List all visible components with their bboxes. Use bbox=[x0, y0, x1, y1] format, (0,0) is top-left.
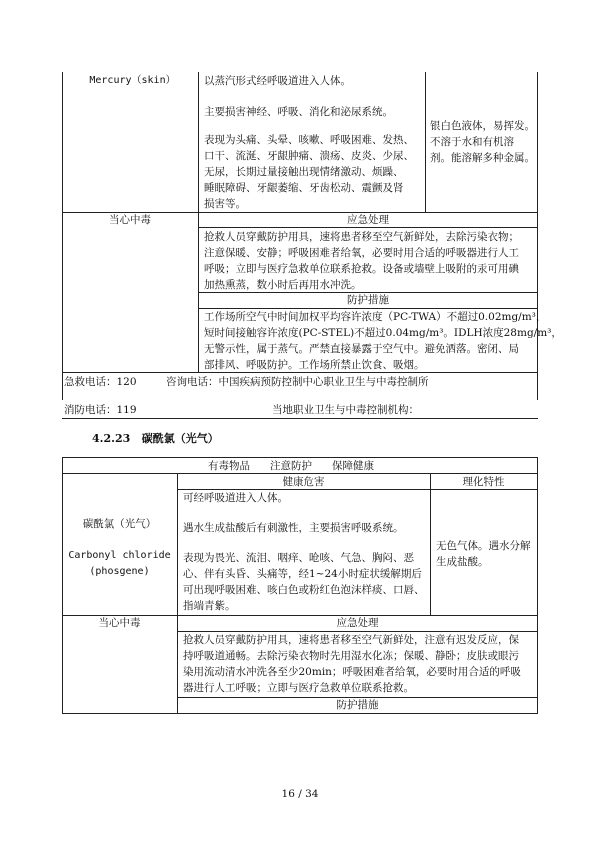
health-hazard-text: 可出现呼吸困难、咳白色或粉红色泡沫样痰、口唇、 bbox=[183, 584, 425, 596]
table2-border-left bbox=[62, 457, 63, 714]
protection-header: 防护措施 bbox=[347, 294, 389, 306]
health-hazard-text: 表现为头痛、头晕、咳嗽、呼吸困难、发热、 bbox=[204, 134, 414, 146]
properties-text: 无色气体。遇水分解 bbox=[436, 540, 531, 552]
health-hazard-text: 以蒸汽形式经呼吸道进入人体。 bbox=[204, 75, 351, 87]
health-hazard-text: 主要损害神经、呼吸、消化和泌尿系统。 bbox=[204, 106, 393, 118]
table2-border-right bbox=[537, 457, 538, 714]
alert-label: 当心中毒 bbox=[109, 214, 151, 226]
table2-divider-props bbox=[430, 473, 431, 615]
first-aid-header: 应急处理 bbox=[336, 617, 379, 629]
first-aid-header: 应急处理 bbox=[347, 214, 389, 226]
protection-text: 部排风、呼吸防护。工作场所禁止饮食、吸烟。 bbox=[204, 359, 425, 371]
local-agency: 当地职业卫生与中毒控制机构： bbox=[272, 404, 419, 416]
first-aid-text: 加热熏蒸，数小时后再用水冲洗。 bbox=[204, 279, 362, 291]
first-aid-text: 染用流动清水冲洗各至少20min；呼吸困难者给氧，必要时用合适的呼吸 bbox=[183, 666, 521, 678]
table1-bottom-line bbox=[62, 418, 538, 419]
health-hazard-text: 无尿，长期过量接触出现情绪激动、烦躁、 bbox=[204, 166, 404, 178]
first-aid-text: 注意保暖、安静；呼吸困难者给氧，必要时用合适的呼吸器进行人工 bbox=[204, 247, 519, 259]
substance-name-en: Mercury（skin） bbox=[89, 75, 176, 86]
first-aid-text: 持呼吸道通畅。去除污染衣物时先用湿水化冻；保暖、静卧；皮肤或眼污 bbox=[183, 650, 519, 662]
section-heading bbox=[92, 431, 219, 447]
health-hazard-text: 遇水生成盐酸后有刺激性，主要损害呼吸系统。 bbox=[183, 522, 404, 534]
protection-text: 工作场所空气中时间加权平均容许浓度（PC-TWA）不超过0.02mg/m³， bbox=[204, 311, 547, 323]
first-aid-text: 抢救人员穿戴防护用具，速将患者移至空气新鲜处，去除污染衣物； bbox=[204, 231, 519, 243]
health-hazard-text: 损害等。 bbox=[204, 198, 246, 210]
health-hazard-text: 表现为畏光、流泪、咽痒、呛咳、气急、胸闷、恶 bbox=[183, 552, 414, 564]
health-hazard-text: 睡眠障碍、牙龈萎缩、牙齿松动、震颤及肾 bbox=[204, 182, 404, 194]
section-title: 碳酰氯（光气） bbox=[141, 432, 219, 445]
properties-text: 生成盐酸。 bbox=[436, 556, 489, 568]
table1-border-right bbox=[537, 72, 538, 400]
table1-divider-props bbox=[425, 72, 426, 212]
health-hazard-text: 可经呼吸道进入人体。 bbox=[183, 492, 288, 504]
consult-phone: 咨询电话：中国疾病预防控制中心职业卫生与中毒控制所 bbox=[166, 376, 429, 388]
properties-text: 不溶于水和有机溶 bbox=[430, 136, 514, 148]
page-number: 16 / 34 bbox=[281, 788, 319, 800]
first-aid-text: 抢救人员穿戴防护用具，速将患者移至空气新鲜处，注意有迟发反应，保 bbox=[183, 634, 519, 646]
emergency-phone: 急救电话：120 bbox=[64, 376, 137, 388]
properties-text: 剂。能溶解多种金属。 bbox=[430, 152, 535, 164]
health-hazard-text: 心、伴有头昏、头痛等，经1~24小时症状缓解期后 bbox=[183, 568, 422, 580]
substance-name-en: (phosgene) bbox=[89, 566, 150, 577]
section-number: 4.2.23 bbox=[92, 432, 131, 445]
properties-header: 理化特性 bbox=[462, 476, 505, 488]
fire-phone: 消防电话：119 bbox=[64, 404, 137, 416]
substance-name-cn: 碳酰氯（光气） bbox=[82, 518, 157, 530]
first-aid-text: 器进行人工呼吸；立即与医疗急救单位联系抢救。 bbox=[183, 682, 414, 694]
protection-header: 防护措施 bbox=[336, 699, 379, 711]
protection-text: 无警示性，属于蒸气。严禁直接暴露于空气中。避免洒落。密闭、局 bbox=[204, 343, 519, 355]
alert-label: 当心中毒 bbox=[98, 617, 141, 629]
substance-name-en: Carbonyl chloride bbox=[68, 550, 171, 561]
table2-divider-name bbox=[177, 473, 178, 714]
health-hazard-text: 指端青紫。 bbox=[183, 600, 236, 612]
table2-bottom-line bbox=[62, 713, 538, 714]
safety-banner: 有毒物品 注意防护 保障健康 bbox=[208, 460, 375, 472]
health-hazard-header: 健康危害 bbox=[282, 476, 325, 488]
health-hazard-text: 口干、流涎、牙龈肿痛、溃疡、皮炎、少尿、 bbox=[204, 150, 414, 162]
properties-text: 银白色液体，易挥发。 bbox=[430, 120, 535, 132]
protection-text: 短时间接触容许浓度(PC-STEL)不超过0.04mg/m³。IDLH浓度28mg/m³， bbox=[204, 327, 562, 339]
table1-border-left bbox=[62, 72, 63, 400]
first-aid-text: 呼吸；立即与医疗急救单位联系抢救。设备或墙壁上吸附的汞可用碘 bbox=[204, 263, 519, 275]
